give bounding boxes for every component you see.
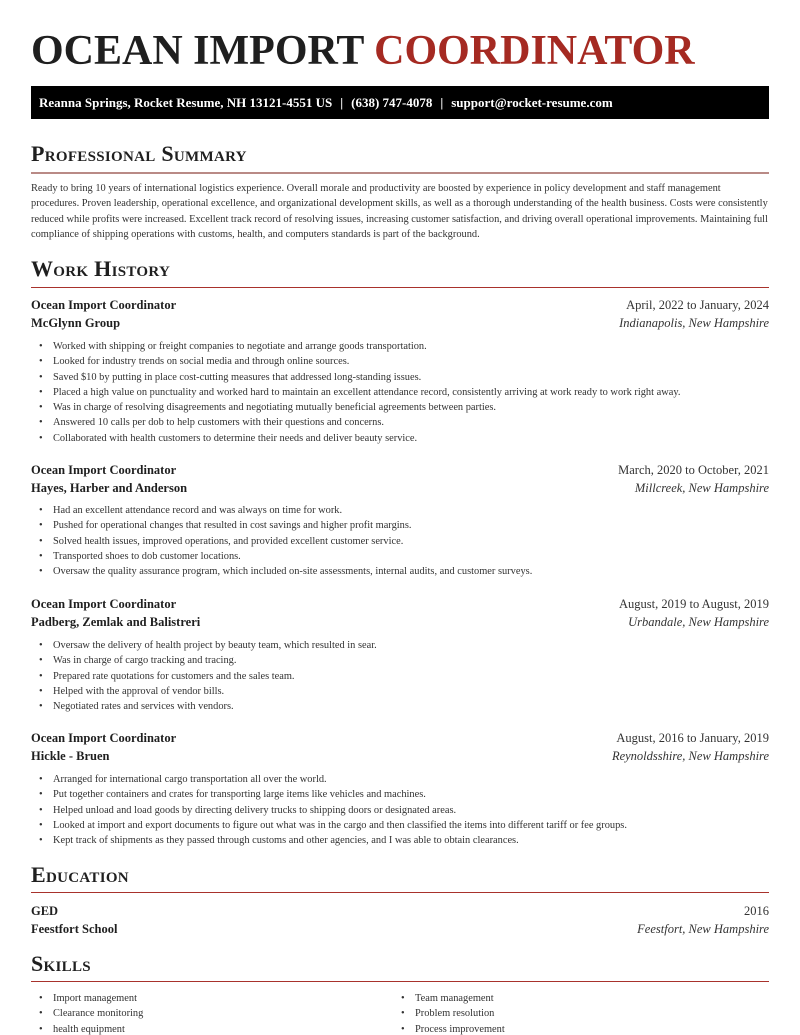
education-location: Feestfort, New Hampshire [637, 922, 769, 936]
contact-separator: | [440, 95, 444, 110]
job-dates: August, 2019 to August, 2019 [618, 597, 769, 611]
job-company: Hickle - Bruen [31, 749, 110, 763]
job-bullet: • Oversaw the quality assurance program, which included on-site assessments, internal audits, and customer surveys. [53, 564, 769, 579]
job-company-row [31, 613, 769, 631]
job-bullet: • Oversaw the delivery of health project by beauty team, which resulted in sear. [53, 638, 769, 653]
job-bullet: • Looked at import and export documents to figure out what was in the cargo and then classified the items into different tariff or fee groups. [53, 818, 769, 833]
summary-text: Ready to bring 10 years of international logistics experience. Overall morale and productivity are boosted by experience in policy development and staff management procedures. Proven leadership, operational excellence, and organizational development skills, as well as a thorough understanding of the health business. Costs were consistently reduced while profits were increased. Excellent track record of resolving issues, increasing customer satisfaction, and driving overall operational improvements. Maintaining full compliance of shipping operations with customs, health, and computers standards is part of the background. [31, 183, 768, 240]
job-company: Padberg, Zemlak and Balistreri [31, 615, 201, 629]
job-bullet: • Pushed for operational changes that resulted in cost savings and higher profit margins. [53, 518, 769, 533]
contact-phone[interactable]: (638) 747-4078 [351, 95, 433, 110]
job-bullet: • Saved $10 by putting in place cost-cutting measures that addressed long-standing issues. [53, 370, 769, 385]
section-title-skills: Skills [31, 951, 91, 976]
section-title-summary: Professional Summary [31, 141, 247, 166]
job-bullet: • Helped with the approval of vendor bills. [53, 684, 769, 699]
job-bullet: • Put together containers and crates for transporting large items like vehicles and machines. [53, 787, 769, 802]
job-location: Urbandale, New Hampshire [628, 615, 769, 629]
education-header-row [31, 902, 769, 920]
job-bullet: • Worked with shipping or freight companies to negotiate and arrange goods transportation. [53, 339, 769, 354]
job-bullet: • Helped unload and load goods by directing delivery trucks to shipping doors or designated areas. [53, 803, 769, 818]
job-dates: March, 2020 to October, 2021 [618, 463, 769, 477]
job-title: Ocean Import Coordinator [31, 731, 177, 745]
job-dates: August, 2016 to January, 2019 [616, 731, 769, 745]
skill-item: • Clearance monitoring [53, 1006, 393, 1021]
job-header-row [31, 595, 769, 613]
resume-name-heading [31, 27, 695, 75]
skill-item: • Process improvement [415, 1022, 755, 1035]
job-title: Ocean Import Coordinator [31, 463, 177, 477]
skill-item: • Problem resolution [415, 1006, 755, 1021]
job-bullet: • Kept track of shipments as they passed through customs and other agencies, and I was able to obtain clearances. [53, 833, 769, 848]
job-bullet: • Looked for industry trends on social media and through online sources. [53, 354, 769, 369]
job-company-row [31, 747, 769, 765]
job-bullets [53, 339, 769, 446]
job-title: Ocean Import Coordinator [31, 298, 177, 312]
job-bullet: • Collaborated with health customers to determine their needs and deliver beauty service. [53, 431, 769, 446]
job-bullet: • Was in charge of resolving disagreements and negotiating mutually beneficial agreements between parties. [53, 400, 769, 415]
job-bullet: • Negotiated rates and services with vendors. [53, 699, 769, 714]
name-part-accent: COORDINATOR [374, 28, 695, 74]
education-year: 2016 [744, 904, 769, 918]
skills-list-left [53, 991, 393, 1035]
job-bullet: • Had an excellent attendance record and was always on time for work. [53, 503, 769, 518]
job-title: Ocean Import Coordinator [31, 597, 177, 611]
section-divider [31, 892, 769, 893]
job-bullet: • Prepared rate quotations for customers and the sales team. [53, 669, 769, 684]
job-bullet: • Arranged for international cargo transportation all over the world. [53, 772, 769, 787]
contact-separator: | [340, 95, 344, 110]
job-header-row [31, 461, 769, 479]
skill-item: • health equipment [53, 1022, 393, 1035]
skill-item: • Team management [415, 991, 755, 1006]
job-bullet: • Answered 10 calls per dob to help customers with their questions and concerns. [53, 415, 769, 430]
section-divider [31, 172, 769, 174]
job-header-row [31, 296, 769, 314]
contact-address: Reanna Springs, Rocket Resume, NH 13121-4551 US [39, 95, 333, 110]
job-company-row [31, 314, 769, 332]
contact-email[interactable]: support@rocket-resume.com [451, 95, 613, 110]
section-divider [31, 981, 769, 982]
job-location: Millcreek, New Hampshire [634, 481, 769, 495]
education-school: Feestfort School [31, 922, 118, 936]
job-location: Reynoldsshire, New Hampshire [611, 749, 769, 763]
section-divider [31, 287, 769, 288]
section-title-education: Education [31, 862, 129, 887]
contact-bar [31, 86, 769, 119]
job-company-row [31, 479, 769, 497]
job-company: McGlynn Group [31, 316, 121, 330]
job-bullet: • Transported shoes to dob customer locations. [53, 549, 769, 564]
job-bullets [53, 772, 769, 848]
education-school-row [31, 920, 769, 938]
job-bullet: • Was in charge of cargo tracking and tracing. [53, 653, 769, 668]
job-location: Indianapolis, New Hampshire [619, 316, 769, 330]
job-bullets [53, 638, 769, 714]
skill-item: • Import management [53, 991, 393, 1006]
job-dates: April, 2022 to January, 2024 [626, 298, 769, 312]
education-degree: GED [31, 904, 59, 918]
job-bullet: • Placed a high value on punctuality and worked hard to maintain an excellent attendance record, consistently arriving at work ready to work right away. [53, 385, 769, 400]
skills-list-right [415, 991, 755, 1035]
section-title-work-history: Work History [31, 256, 171, 281]
job-bullets [53, 503, 769, 579]
name-part-dark: OCEAN IMPORT [31, 28, 364, 74]
job-header-row [31, 729, 769, 747]
job-bullet: • Solved health issues, improved operations, and provided excellent customer service. [53, 534, 769, 549]
job-company: Hayes, Harber and Anderson [31, 481, 188, 495]
